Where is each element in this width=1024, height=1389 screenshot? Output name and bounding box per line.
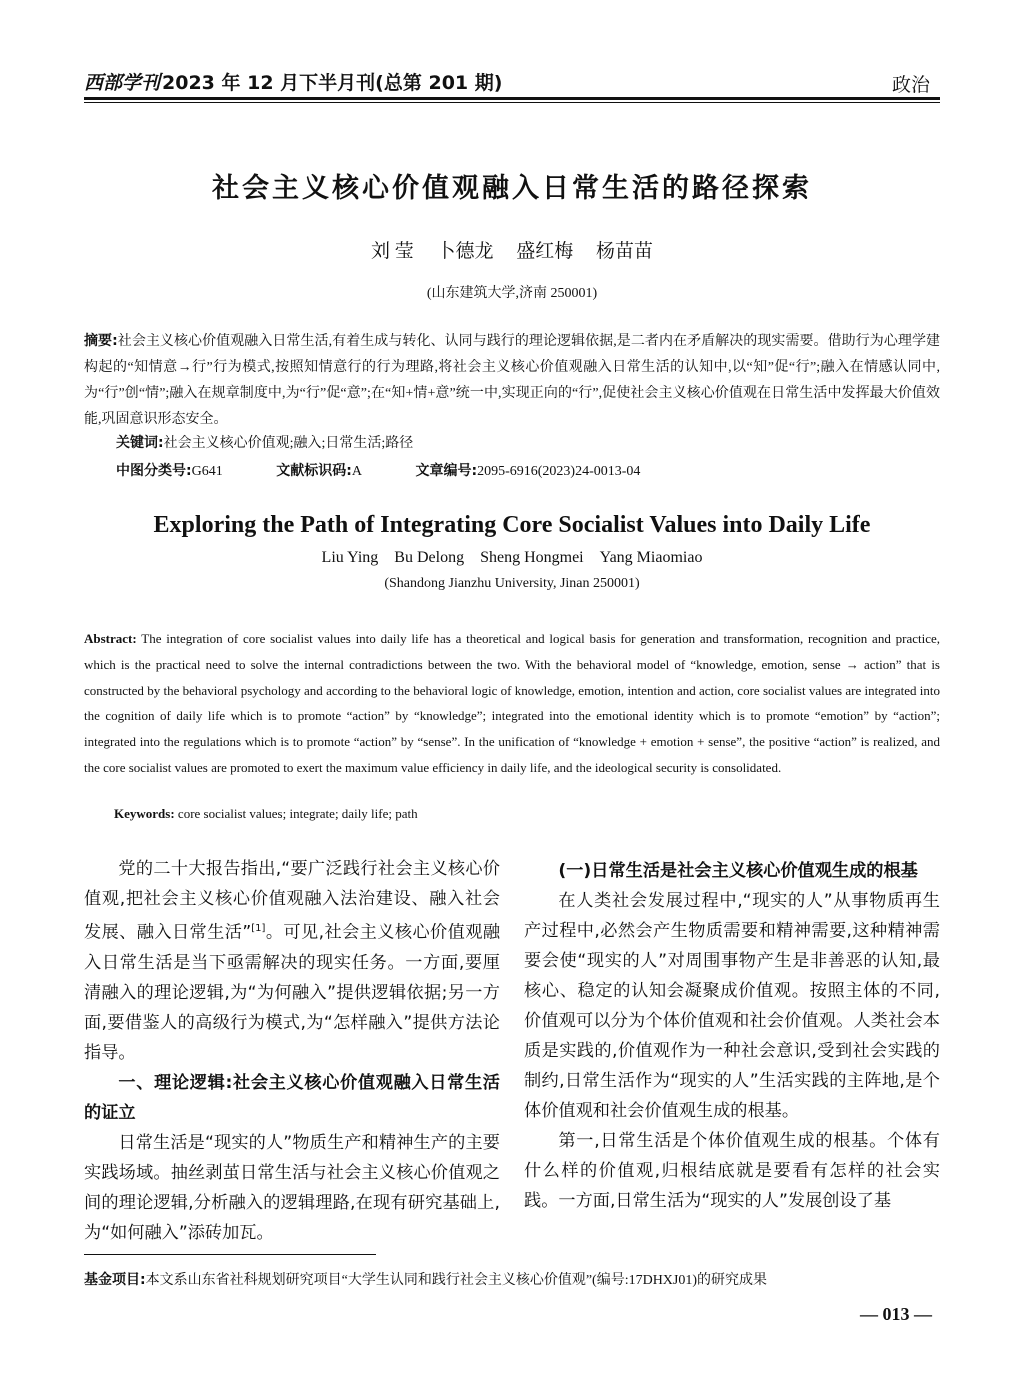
- section-heading: 一、理论逻辑:社会主义核心价值观融入日常生活的证立: [84, 1072, 500, 1123]
- article-title-en: Exploring the Path of Integrating Core Socialist Values into Daily Life: [153, 512, 871, 538]
- keywords-cn-label: 关键词:: [116, 435, 164, 451]
- body-paragraph: 党的二十大报告指出,“要广泛践行社会主义核心价值观,把社会主义核心价值观融入法治建设、融入社会发展、融入日常生活”[1]。可见,社会主义核心价值观融入日常生活是当下亟需解决的现实任务。一方面,要厘清融入的理论逻辑,为“为何融入”提供逻辑依据;另一方面,要借鉴人的高级行为模式,为“怎样融入”提供方法论指导。: [84, 859, 501, 1063]
- authors-cn: [0, 236, 1024, 263]
- body-paragraph: 第一,日常生活是个体价值观生成的根基。个体有什么样的价值观,归根结底就是要看有怎样的社会实践。一方面,日常生活为“现实的人”发展创设了基: [524, 1131, 940, 1211]
- article-no-value: 2095-6916(2023)24-0013-04: [477, 464, 641, 479]
- author-en: Yang Miaomiao: [599, 549, 703, 566]
- author-en: Bu Delong: [394, 549, 465, 566]
- doc-code-label: 文献标识码:: [276, 463, 352, 479]
- journal-header: [84, 68, 502, 95]
- keywords-cn-text: 社会主义核心价值观;融入;日常生活;路径: [163, 436, 414, 451]
- keywords-cn: [116, 432, 413, 452]
- journal-issue: 2023 年 12 月下半月刊(总第 201 期): [162, 72, 503, 94]
- abstract-cn-label: 摘要:: [84, 333, 118, 349]
- keywords-en-label: Keywords:: [114, 806, 175, 821]
- article-no-label: 文章编号:: [415, 463, 478, 479]
- abstract-en-label: Abstract:: [84, 631, 137, 646]
- body-column-left: [84, 854, 500, 1248]
- author-cn: 盛红梅: [516, 241, 574, 262]
- author-cn: 刘 莹: [370, 241, 414, 262]
- header-rule-thin: [84, 102, 940, 103]
- header-rule-thick: [84, 97, 940, 100]
- author-en: Liu Ying: [321, 549, 379, 566]
- funding-text: 本文系山东省社科规划研究项目“大学生认同和践行社会主义核心价值观”(编号:17DHXJ01)的研究成果: [145, 1273, 768, 1288]
- classification-line: [116, 460, 690, 480]
- abstract-cn: [84, 328, 940, 433]
- funding-note: [84, 1269, 954, 1289]
- clc-value: G641: [191, 464, 223, 479]
- clc-label: 中图分类号:: [116, 463, 192, 479]
- citation-ref: [1]: [251, 923, 266, 934]
- doc-code-value: A: [351, 464, 362, 479]
- section-label: 政治: [891, 74, 930, 96]
- body-paragraph: 在人类社会发展过程中,“现实的人”从事物质再生产过程中,必然会产生物质需要和精神需要,这种精神需要会使“现实的人”对周围事物产生是非善恶的认知,最核心、稳定的认知会凝聚成价值观。按照主体的不同,价值观可以分为个体价值观和社会价值观。人类社会本质是实践的,价值观作为一种社会意识,受到社会实践的制约,日常生活作为“现实的人”生活实践的主阵地,是个体价值观和社会价值观生成的根基。: [524, 891, 940, 1121]
- keywords-en-text: core socialist values; integrate; daily life; path: [177, 806, 418, 821]
- authors-en: [0, 549, 1024, 567]
- affiliation-en: (Shandong Jianzhu University, Jinan 250001): [384, 576, 640, 591]
- body-column-right: [524, 856, 940, 1216]
- abstract-cn-text: 社会主义核心价值观融入日常生活,有着生成与转化、认同与践行的理论逻辑依据,是二者内在矛盾解决的现实需要。借助行为心理学建构起的“知情意→行”行为模式,按照知情意行的行为理路,将社会主义核心价值观融入日常生活的认知中,以“知”促“行”;融入在情感认同中,为“行”创“情”;融入在规章制度中,为“行”促“意”;在“知+情+意”统一中,实现正向的“行”,促使社会主义核心价值观在日常生活中发挥最大价值效能,巩固意识形态安全。: [84, 334, 940, 427]
- subsection-heading: (一)日常生活是社会主义核心价值观生成的根基: [558, 861, 918, 881]
- abstract-en: [84, 626, 940, 781]
- article-title-cn: 社会主义核心价值观融入日常生活的路径探索: [212, 173, 812, 204]
- journal-masthead: 西部学刊: [84, 72, 161, 94]
- abstract-en-text: The integration of core socialist values into daily life has a theoretical and logical basis for generation and transformation, recognition and practice, which is the practical need to solve the internal contradictions between the two. With the behavioral model of “knowledge, emotion, sense → action” that is constructed by the behavioral psychology and according to the behavioral logic of knowledge, emotion, intention and action, core socialist values are integrated into the cognition of daily life which is to promote “action” by “knowledge”; integrated into the emotional identity which is to promote “emotion” by “action”; integrated into the regulations which is to promote “action” by “sense”. In the unification of “knowledge + emotion + sense”, the positive “action” is realized, and the core socialist values are promoted to exert the maximum value efficiency in daily life, and the ideological security is consolidated.: [84, 631, 940, 775]
- author-cn: 杨苗苗: [596, 241, 654, 262]
- funding-label: 基金项目:: [84, 1272, 146, 1288]
- affiliation-cn: (山东建筑大学,济南 250001): [426, 286, 598, 301]
- page-number: — 013 —: [860, 1304, 932, 1324]
- author-cn: 卜德龙: [436, 241, 494, 262]
- body-paragraph: 日常生活是“现实的人”物质生产和精神生产的主要实践场域。抽丝剥茧日常生活与社会主义核心价值观之间的理论逻辑,分析融入的逻辑理路,在现有研究基础上,为“如何融入”添砖加瓦。: [84, 1132, 500, 1243]
- author-en: Sheng Hongmei: [480, 549, 584, 566]
- footnote-rule: [84, 1254, 376, 1255]
- keywords-en: [114, 806, 418, 822]
